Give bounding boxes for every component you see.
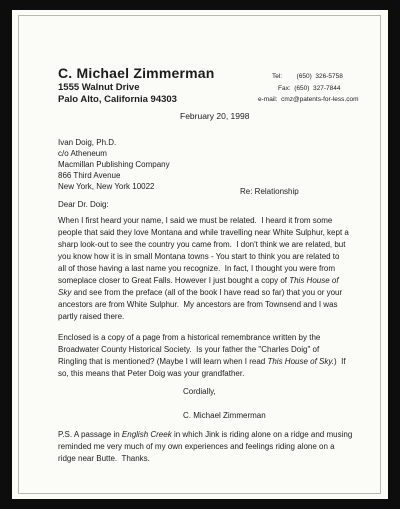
closing: Cordially, — [183, 387, 216, 396]
paragraph-line: you know how it is in small Montana towns - You start to think you are related to — [58, 252, 340, 261]
letterhead-name: C. Michael Zimmerman — [58, 65, 215, 81]
paragraph-line: people that said they love Montana and while travelling near White Sulphur, kept a — [58, 228, 349, 237]
salutation: Dear Dr. Doig: — [58, 200, 109, 209]
recipient-line: New York, New York 10022 — [58, 182, 155, 191]
paragraph-line: P.S. A passage in English Creek in which Jink is riding alone on a ridge and musing — [58, 430, 353, 439]
paragraph-line: Sky and see from the preface (all of the book I have read so far) that you or your — [58, 288, 343, 297]
paragraph-line: all of those having a last name you recognize. In fact, I thought you were from — [58, 264, 336, 273]
letterhead-city: Palo Alto, California 94303 — [58, 94, 177, 105]
paragraph-line: Broadwater County Historical Society. Is your father the "Charles Doig" of — [58, 345, 320, 354]
letterhead-email: e-mail: cmz@patents-for-less.com — [258, 96, 359, 103]
recipient-line: 866 Third Avenue — [58, 171, 121, 180]
paragraph-line: ancestors are from White Sulphur. My ancestors are from Townsend and I was — [58, 300, 338, 309]
paragraph-line: sharp look-out to see the country you came from. I don't think we are related, but — [58, 240, 346, 249]
letterhead-street: 1555 Walnut Drive — [58, 82, 140, 93]
letterhead-tel: Tel: (650) 326-5758 — [272, 73, 343, 80]
paragraph-line: reminded me very much of my own experiences and feelings riding alone on a — [58, 442, 335, 451]
paragraph-line: someplace closer to Great Falls. However I just bought a copy of This House of — [58, 276, 339, 285]
recipient-line: Ivan Doig, Ph.D. — [58, 138, 117, 147]
paragraph-line: partly raised there. — [58, 312, 125, 321]
paragraph-line: so, this means that Peter Doig was your grandfather. — [58, 369, 245, 378]
letter-date: February 20, 1998 — [180, 111, 250, 121]
recipient-line: c/o Atheneum — [58, 149, 107, 158]
recipient-line: Macmillan Publishing Company — [58, 160, 170, 169]
paragraph-line: Ringling that is mentioned? (Maybe I will learn when I read This House of Sky.) If — [58, 357, 346, 366]
paragraph-line: When I first heard your name, I said we must be related. I heard it from some — [58, 216, 333, 225]
paragraph-line: Enclosed is a copy of a page from a historical remembrance written by the — [58, 333, 321, 342]
letterhead-fax: Fax: (650) 327-7844 — [278, 85, 341, 92]
paragraph-line: ridge near Butte. Thanks. — [58, 454, 150, 463]
re-line: Re: Relationship — [240, 187, 299, 196]
signature: C. Michael Zimmerman — [183, 411, 266, 420]
